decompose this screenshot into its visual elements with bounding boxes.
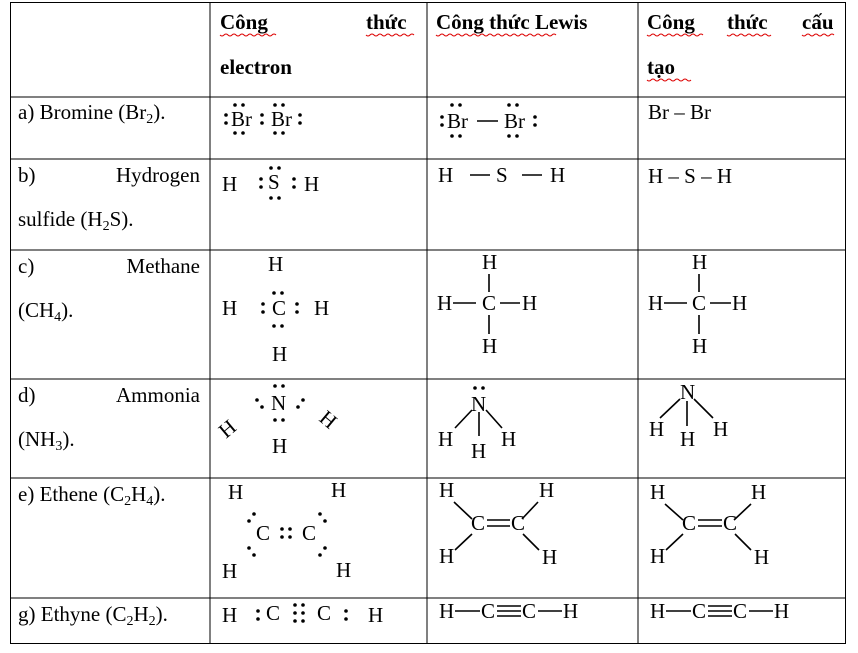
svg-text:H: H — [751, 480, 767, 504]
row-label-ch4-1: c) — [18, 254, 35, 278]
svg-text:H: H — [482, 250, 498, 274]
lewis-formula-nh3 — [438, 386, 516, 463]
svg-text:H: H — [314, 405, 342, 434]
svg-text:H: H — [268, 252, 284, 276]
svg-text:H: H — [732, 291, 748, 315]
header-electron-word3: electron — [220, 55, 292, 79]
electron-formula-c2h2 — [222, 601, 383, 627]
svg-text:C: C — [733, 599, 748, 623]
header-structural-word3: cấu — [802, 10, 834, 34]
row-label-c2h2: g) Ethyne (C2H2). — [18, 602, 168, 629]
svg-text:H: H — [471, 439, 487, 463]
header-structural-word1: Công — [647, 10, 695, 34]
svg-text:C: C — [482, 291, 497, 315]
chemical-formula-table — [10, 2, 846, 644]
header-electron-word1: Công — [220, 10, 268, 34]
svg-text:H: H — [539, 478, 555, 502]
row-label-nh3-1: d) — [18, 383, 36, 407]
svg-text:H: H — [680, 427, 696, 451]
row-label-ch4-3: (CH4). — [18, 298, 74, 325]
svg-text:H: H — [692, 334, 708, 358]
spellcheck-underline — [647, 34, 703, 36]
header-electron-word2: thức — [366, 10, 407, 34]
svg-text:H: H — [648, 291, 664, 315]
svg-text:Br: Br — [271, 107, 292, 131]
svg-text:H: H — [438, 427, 454, 451]
svg-text:H: H — [482, 334, 498, 358]
spellcheck-underline — [366, 34, 414, 36]
structural-formula-c2h4 — [650, 480, 769, 569]
svg-text:H: H — [439, 544, 455, 568]
table-row-ethene — [18, 478, 769, 583]
electron-formula-nh3 — [214, 384, 342, 458]
svg-text:H: H — [222, 559, 238, 583]
svg-text:H: H — [774, 599, 790, 623]
svg-text:H: H — [368, 603, 384, 627]
svg-text:N: N — [271, 391, 287, 415]
svg-text:S: S — [268, 170, 280, 194]
table-grid — [10, 2, 846, 644]
row-label-h2s-1: b) — [18, 163, 36, 187]
svg-text:H: H — [336, 558, 352, 582]
lewis-formula-c2h4 — [439, 478, 557, 569]
svg-text:C: C — [481, 599, 496, 623]
svg-text:H: H — [272, 434, 288, 458]
svg-text:Br: Br — [231, 107, 252, 131]
svg-text:C: C — [256, 521, 271, 545]
svg-text:C: C — [266, 601, 281, 625]
structural-formula-nh3 — [649, 380, 728, 451]
svg-text:H: H — [314, 296, 330, 320]
svg-text:C: C — [692, 599, 707, 623]
structural-formula-c2h2 — [650, 599, 789, 623]
lewis-formula-h2s — [438, 163, 565, 187]
svg-text:C: C — [522, 599, 537, 623]
row-label-nh3-3: (NH3). — [18, 427, 75, 454]
svg-text:H: H — [437, 291, 453, 315]
svg-text:C: C — [682, 511, 697, 535]
svg-text:H: H — [222, 296, 238, 320]
svg-text:H: H — [650, 544, 666, 568]
svg-text:H: H — [650, 599, 666, 623]
svg-text:H: H — [550, 163, 566, 187]
svg-text:C: C — [471, 511, 486, 535]
svg-text:H: H — [439, 478, 455, 502]
spellcheck-underline — [220, 34, 276, 36]
svg-text:H: H — [713, 417, 729, 441]
svg-text:H: H — [649, 417, 665, 441]
row-label-h2s-3: sulfide (H2S). — [18, 207, 134, 234]
svg-text:C: C — [302, 521, 317, 545]
svg-text:H: H — [501, 427, 517, 451]
table-row-bromine — [18, 100, 711, 138]
table-row-ammonia — [18, 380, 728, 463]
svg-text:Br: Br — [504, 109, 525, 133]
header-structural-word2: thức — [727, 10, 768, 34]
electron-formula-ch4 — [222, 252, 329, 366]
svg-text:H: H — [754, 545, 770, 569]
lewis-formula-ch4 — [437, 250, 537, 358]
row-label-bromine: a) Bromine (Br2). — [18, 100, 166, 127]
svg-text:N: N — [471, 392, 487, 416]
svg-text:H: H — [222, 172, 238, 196]
svg-text:H: H — [228, 480, 244, 504]
svg-text:C: C — [692, 291, 707, 315]
svg-text:C: C — [317, 601, 332, 625]
svg-text:C: C — [723, 511, 738, 535]
svg-text:S: S — [496, 163, 508, 187]
svg-text:H: H — [542, 545, 558, 569]
svg-text:H: H — [439, 599, 455, 623]
svg-text:H: H — [304, 172, 320, 196]
svg-text:N: N — [680, 380, 696, 404]
svg-text:Br: Br — [447, 109, 468, 133]
svg-text:H: H — [563, 599, 579, 623]
svg-text:H: H — [222, 603, 238, 627]
row-label-nh3-2: Ammonia — [116, 383, 200, 407]
svg-text:H: H — [272, 342, 288, 366]
svg-text:C: C — [272, 296, 287, 320]
header-lewis: Công thức Lewis — [436, 10, 588, 34]
structural-formula-br2: Br – Br — [648, 100, 711, 124]
table-row-ethyne — [18, 599, 789, 629]
spellcheck-underline — [647, 79, 691, 81]
svg-text:C: C — [511, 511, 526, 535]
structural-formula-ch4 — [648, 250, 747, 358]
header-structural-word4: tạo — [647, 55, 675, 79]
svg-text:H: H — [331, 478, 347, 502]
spellcheck-underline — [436, 34, 556, 36]
electron-formula-c2h4 — [222, 478, 351, 583]
svg-text:H: H — [692, 250, 708, 274]
svg-text:H: H — [522, 291, 538, 315]
table-row-hydrogen-sulfide — [18, 163, 732, 234]
electron-formula-br2 — [224, 103, 302, 135]
svg-text:H: H — [650, 480, 666, 504]
spellcheck-underline — [727, 34, 771, 36]
svg-text:H: H — [213, 414, 241, 443]
row-label-ch4-2: Methane — [126, 254, 200, 278]
svg-text:H: H — [438, 163, 454, 187]
lewis-formula-c2h2 — [439, 599, 578, 623]
structural-formula-h2s: H – S – H — [648, 164, 733, 188]
row-label-c2h4: e) Ethene (C2H4). — [18, 482, 166, 509]
lewis-formula-br2 — [440, 103, 537, 138]
row-label-h2s-2: Hydrogen — [116, 163, 200, 187]
table-header — [220, 10, 834, 81]
electron-formula-h2s — [222, 166, 319, 200]
spellcheck-underline — [802, 34, 834, 36]
